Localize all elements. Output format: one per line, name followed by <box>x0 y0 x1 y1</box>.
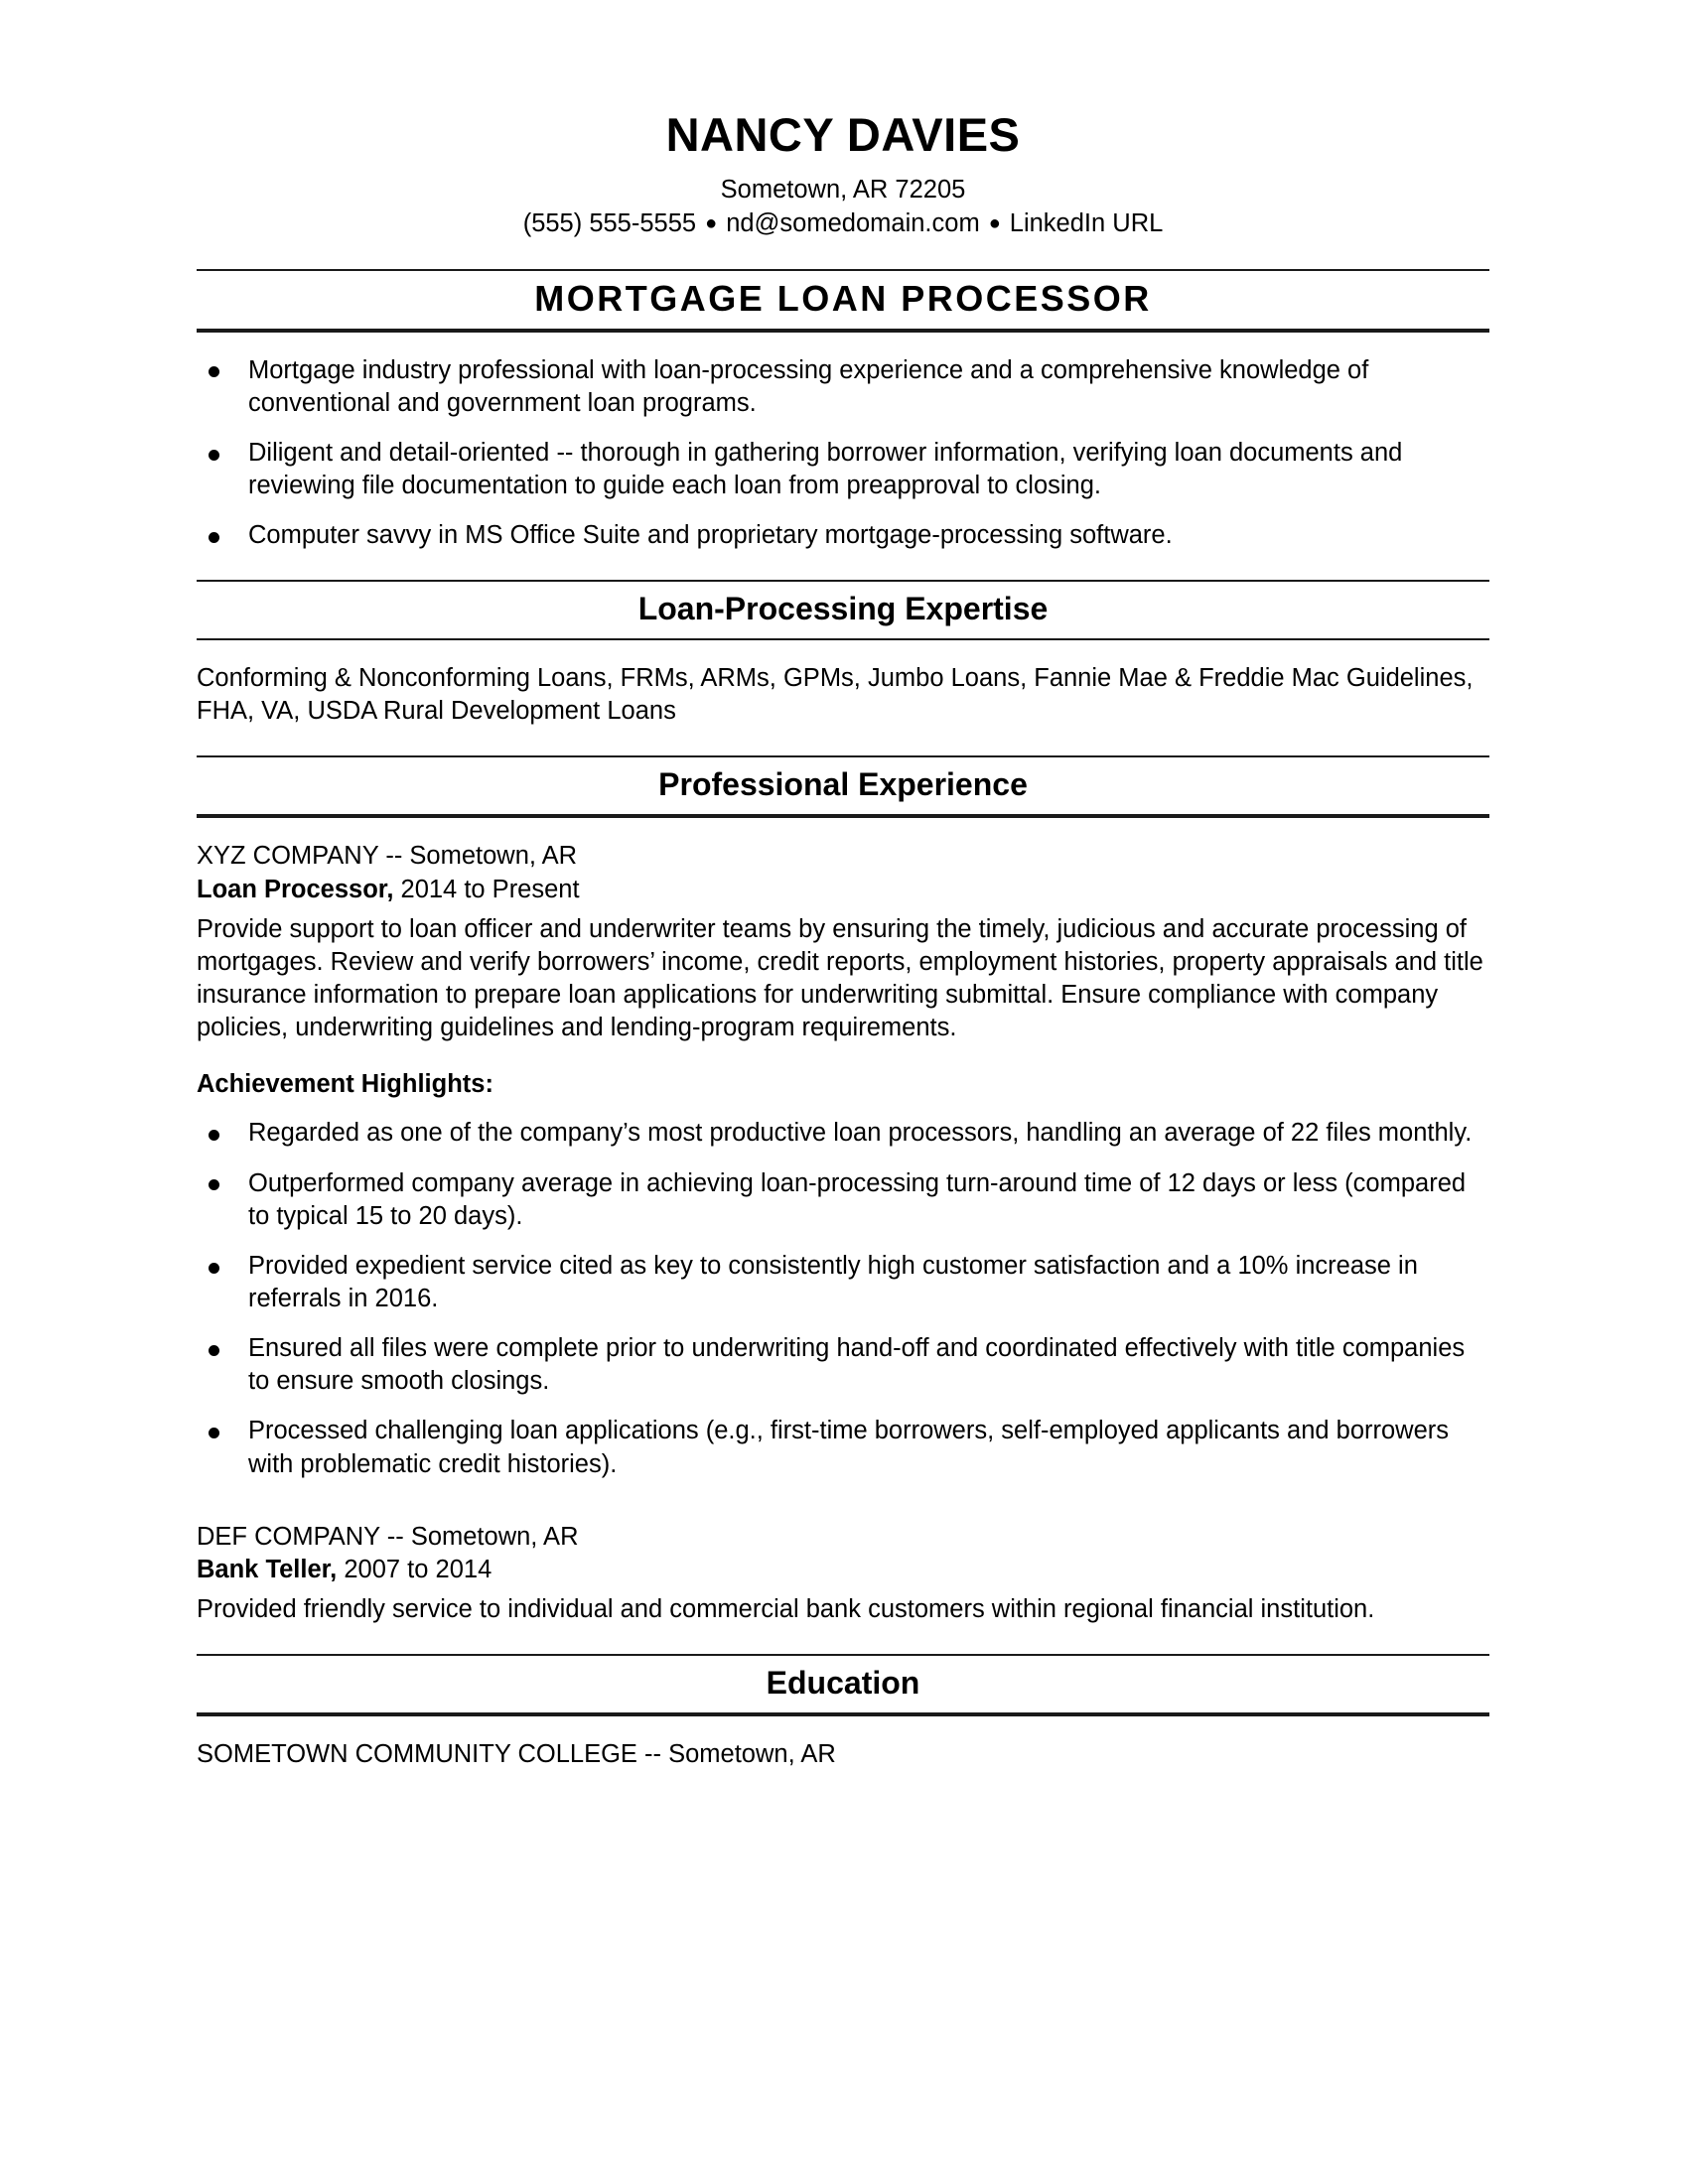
bullet-dot-icon <box>209 450 219 461</box>
list-item-text: Mortgage industry professional with loan-processing experience and a comprehensive knowledge of conventional and government loan programs. <box>248 355 1369 417</box>
contact-linkedin[interactable]: LinkedIn URL <box>1009 208 1164 237</box>
experience-section <box>197 818 1489 1626</box>
job-description: Provided friendly service to individual and commercial bank customers within regional financial institution. <box>197 1595 1375 1624</box>
list-item <box>197 1250 1489 1315</box>
job-dates: 2007 to 2014 <box>344 1555 492 1583</box>
bullet-dot-icon <box>209 366 219 377</box>
job-dates: 2014 to Present <box>400 875 580 903</box>
experience-entry <box>197 840 1489 1480</box>
job-role-line <box>197 874 1489 906</box>
bullet-dot-icon <box>209 1130 219 1141</box>
section-title-block <box>197 269 1489 333</box>
resume-header <box>197 0 1489 241</box>
list-item-text: Ensured all files were complete prior to underwriting hand-off and coordinated effectively with title companies to ensure smooth closings. <box>248 1334 1466 1396</box>
separator-dot-icon: ● <box>705 211 718 234</box>
education-entry: SOMETOWN COMMUNITY COLLEGE -- Sometown, AR <box>197 1740 836 1769</box>
list-item <box>197 1117 1489 1150</box>
job-company: XYZ COMPANY -- Sometown, AR <box>197 842 578 871</box>
contact-address-line <box>197 174 1489 207</box>
separator-dot-icon: ● <box>988 211 1001 234</box>
job-description: Provide support to loan officer and underwriter teams by ensuring the timely, judicious and accurate processing of mortgages. Review and verify borrowers’ income, credit reports, employment histories, property appraisals and title insurance information to prepare loan applications for underwriting submittal. Ensure compliance with company policies, underwriting guidelines and lending-program requirements. <box>197 914 1483 1042</box>
contact-phone: (555) 555-5555 <box>522 208 697 237</box>
resume-content <box>197 0 1489 1771</box>
section-heading-expertise: Loan-Processing Expertise <box>637 591 1049 627</box>
bullet-dot-icon <box>209 1345 219 1356</box>
expertise-body-text: Conforming & Nonconforming Loans, FRMs, ARMs, GPMs, Jumbo Loans, Fannie Mae & Freddie Mac Guidelines, FHA, VA, USDA Rural Development Loans <box>197 664 1474 726</box>
bullet-dot-icon <box>209 1179 219 1190</box>
list-item <box>197 1332 1489 1398</box>
section-education-block <box>197 1654 1489 1716</box>
section-experience-block <box>197 755 1489 818</box>
section-heading-experience: Professional Experience <box>658 766 1028 803</box>
achievements-heading: Achievement Highlights: <box>197 1070 493 1099</box>
section-heading-job-title: MORTGAGE LOAN PROCESSOR <box>534 277 1152 319</box>
list-item <box>197 519 1489 552</box>
list-item-text: Computer savvy in MS Office Suite and proprietary mortgage-processing software. <box>248 521 1173 550</box>
list-item <box>197 354 1489 420</box>
achievements-list <box>197 1117 1489 1480</box>
list-item-text: Diligent and detail-oriented -- thorough in gathering borrower information, verifying loan documents and reviewing file documentation to guide each loan from preapproval to closing. <box>248 438 1403 499</box>
candidate-name: NANCY DAVIES <box>665 108 1021 161</box>
list-item-text: Regarded as one of the company’s most productive loan processors, handling an average of 22 files monthly. <box>248 1119 1473 1148</box>
job-title: Bank Teller, <box>197 1555 338 1583</box>
list-item-text: Outperformed company average in achieving loan-processing turn-around time of 12 days or less (compared to typical 15 to 20 days). <box>248 1168 1467 1230</box>
contact-details-line <box>197 207 1489 241</box>
bullet-dot-icon <box>209 1428 219 1438</box>
bullet-dot-icon <box>209 532 219 543</box>
education-section <box>197 1716 1489 1771</box>
expertise-section <box>197 640 1489 728</box>
summary-bullet-list <box>197 354 1489 553</box>
list-item-text: Provided expedient service cited as key to consistently high customer satisfaction and a 10% increase in referrals in 2016. <box>248 1251 1418 1313</box>
summary-section <box>197 333 1489 553</box>
contact-address: Sometown, AR 72205 <box>720 175 966 204</box>
job-role-line <box>197 1554 1489 1586</box>
section-heading-education: Education <box>766 1665 920 1702</box>
list-item-text: Processed challenging loan applications (e.g., first-time borrowers, self-employed applicants and borrowers with problematic credit histories). <box>248 1417 1450 1478</box>
experience-entry <box>197 1521 1489 1626</box>
list-item <box>197 1167 1489 1233</box>
job-company: DEF COMPANY -- Sometown, AR <box>197 1522 579 1551</box>
list-item <box>197 437 1489 502</box>
section-expertise-block <box>197 580 1489 640</box>
bullet-dot-icon <box>209 1263 219 1274</box>
job-title: Loan Processor, <box>197 875 394 903</box>
contact-email[interactable]: nd@somedomain.com <box>726 208 980 237</box>
list-item <box>197 1415 1489 1480</box>
